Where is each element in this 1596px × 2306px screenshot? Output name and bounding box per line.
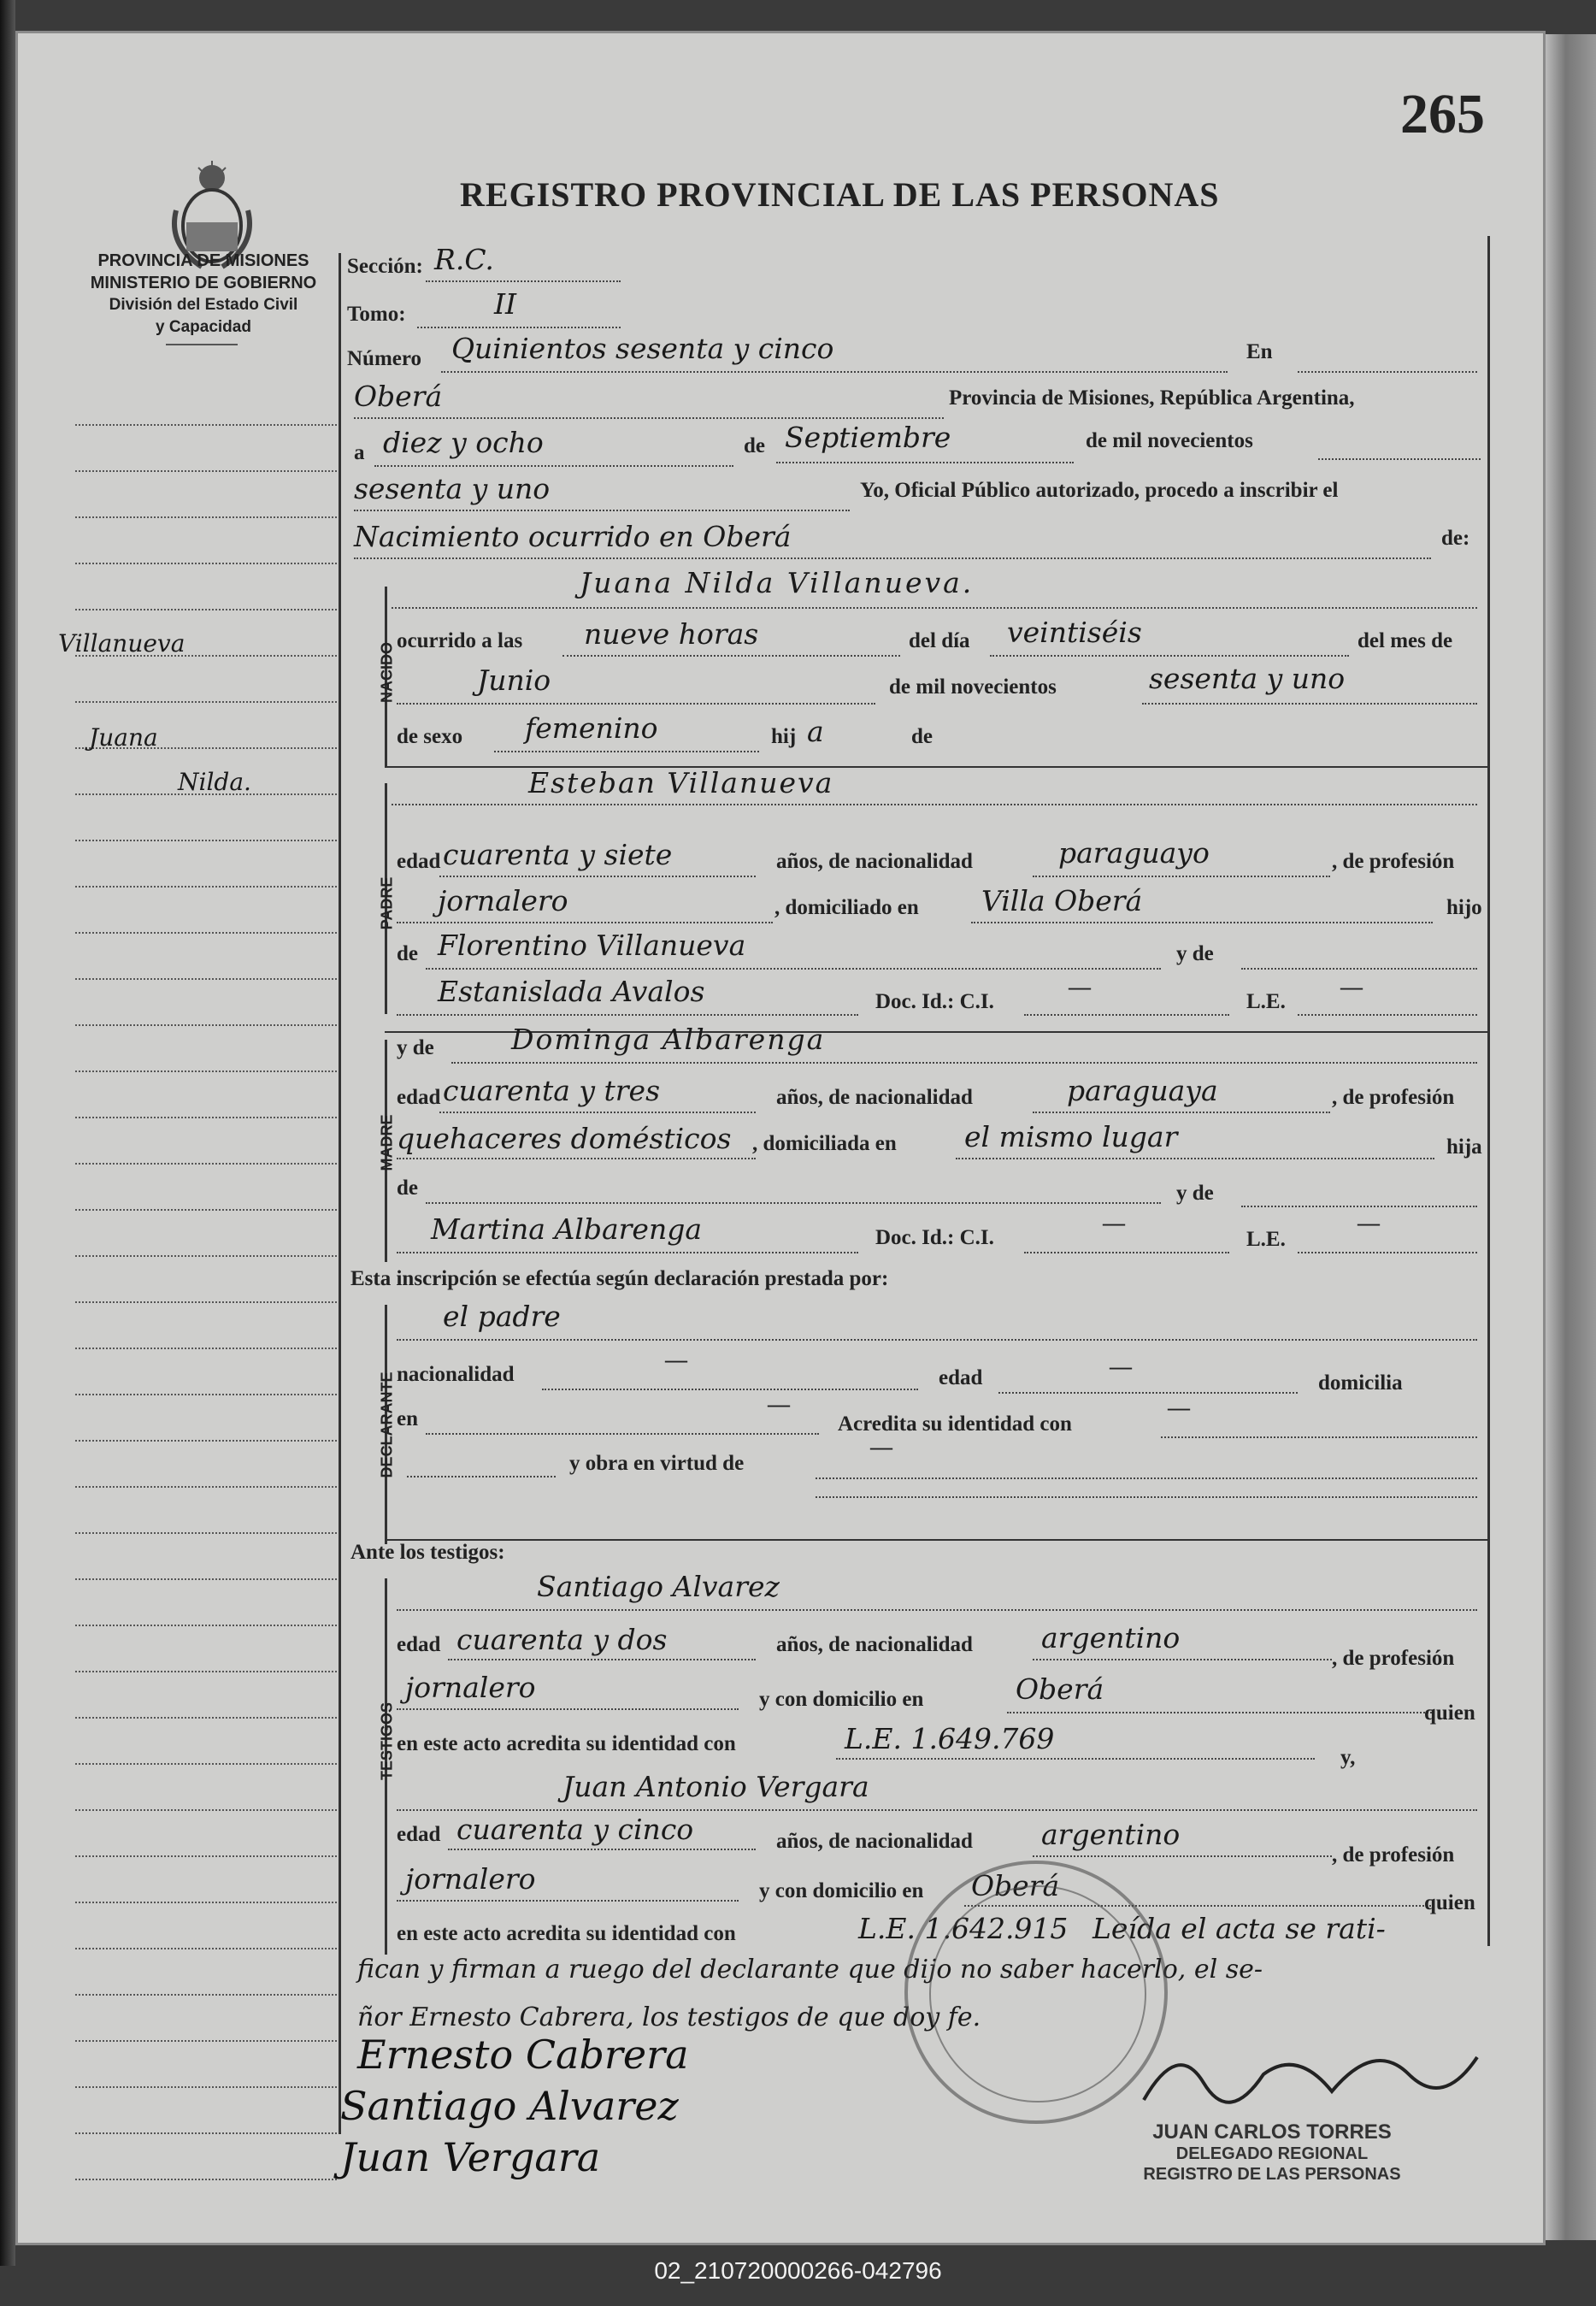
margin-line (75, 516, 337, 518)
margin-line (75, 1486, 337, 1488)
label-t2-nac: años, de nacionalidad (776, 1830, 973, 1853)
page-number: 265 (1400, 83, 1485, 145)
label-madre-prof: , de profesión (1332, 1086, 1455, 1109)
label-hija: hija (1446, 1135, 1482, 1159)
footer-filename: 02_210720000266-042796 (654, 2257, 942, 2284)
value-padre-nac: paraguayo (1058, 836, 1210, 870)
margin-line (75, 1855, 337, 1857)
value-dia: diez y ocho (383, 426, 544, 459)
value-madre-le: — (1357, 1211, 1380, 1236)
official-signature-icon (1127, 2023, 1486, 2117)
margin-line (75, 609, 337, 610)
margin-line (75, 1394, 337, 1395)
side-label-madre: MADRE (378, 1114, 396, 1171)
value-decl-doc: — (1168, 1395, 1190, 1420)
value-tomo: II (494, 287, 517, 321)
value-madre-nac: paraguaya (1067, 1074, 1218, 1107)
margin-line (75, 1209, 337, 1211)
header-province: PROVINCIA DE MISIONES (97, 251, 309, 270)
value-t2-nac: argentino (1041, 1818, 1181, 1851)
value-mes-nac: Junio (477, 663, 551, 697)
label-y-comma: y, (1340, 1746, 1356, 1769)
form-right-border (1487, 236, 1490, 1946)
value-abuela-p: Estanislada Avalos (438, 975, 705, 1008)
side-label-nacido: NACIDO (378, 642, 396, 703)
label-de4: de (397, 1177, 418, 1200)
margin-line (75, 1348, 337, 1349)
header-underline (166, 344, 238, 345)
label-de2: de (911, 725, 933, 748)
margin-line (75, 424, 337, 426)
value-t2-dom: Oberá (971, 1869, 1060, 1902)
margin-line (75, 1117, 337, 1118)
page-title: REGISTRO PROVINCIAL DE LAS PERSONAS (460, 175, 1220, 214)
value-decl-dom: — (768, 1392, 790, 1417)
closing-line-1: Leída el acta se rati- (1092, 1912, 1386, 1945)
label-y-de3: y de (1176, 1182, 1214, 1205)
value-acto: Nacimiento ocurrido en Oberá (354, 520, 792, 553)
value-sexo: femenino (525, 711, 658, 745)
value-madre-prof: quehaceres domésticos (397, 1122, 732, 1155)
value-padre-doc: — (1069, 975, 1091, 1000)
value-declarante: el padre (443, 1300, 561, 1333)
label-provincia: Provincia de Misiones, República Argentina, (949, 386, 1355, 410)
label-t2-dom: y con domicilio en (759, 1879, 924, 1902)
margin-line (75, 2179, 337, 2180)
label-del-mes: del mes de (1357, 629, 1453, 652)
value-padre-prof: jornalero (438, 884, 568, 917)
margin-note-given2: Nilda. (178, 768, 251, 796)
label-t2-acredita: en este acto acredita su identidad con (397, 1922, 736, 1945)
value-madre-edad: cuarenta y tres (443, 1074, 661, 1107)
margin-line (75, 978, 337, 980)
margin-line (75, 1301, 337, 1303)
label-doc: Doc. Id.: C.I. (875, 990, 994, 1013)
label-y-de: y de (1176, 942, 1214, 965)
label-tomo: Tomo: (347, 303, 406, 326)
value-dia-nac: veintiséis (1007, 616, 1142, 649)
margin-line (75, 563, 337, 564)
value-madre-dom: el mismo lugar (964, 1120, 1178, 1153)
label-y-de2: y de (397, 1036, 434, 1059)
label-acredita: Acredita su identidad con (838, 1412, 1072, 1436)
label-de: de (744, 434, 765, 457)
label-en: En (1246, 340, 1273, 363)
label-hij: hij (771, 725, 797, 748)
value-hora: nueve horas (584, 617, 759, 651)
label-nacionalidad: nacionalidad (397, 1363, 515, 1386)
value-localidad: Oberá (354, 380, 443, 413)
margin-line (75, 1532, 337, 1534)
label-yo: Yo, Oficial Público autorizado, procedo a inscribir el (860, 479, 1339, 502)
margin-line (75, 932, 337, 934)
side-label-declarante: DECLARANTE (378, 1371, 396, 1478)
margin-line (75, 840, 337, 841)
form-left-border (339, 253, 341, 2134)
label-numero: Número (347, 347, 422, 370)
official-role: DELEGADO REGIONAL (1175, 2144, 1369, 2163)
label-t2-prof: , de profesión (1332, 1843, 1455, 1867)
margin-line (75, 1994, 337, 1996)
value-padre: Esteban Villanueva (528, 766, 834, 799)
label-quien2: quien (1424, 1891, 1475, 1914)
header-capacity: y Capacidad (156, 318, 251, 336)
margin-line (75, 1625, 337, 1626)
value-nombre: Juana Nilda Villanueva. (580, 566, 975, 599)
label-padre-nac: años, de nacionalidad (776, 850, 973, 873)
margin-line (75, 1902, 337, 1903)
value-anio-nac: sesenta y uno (1149, 662, 1346, 695)
value-decl-obra: — (870, 1435, 892, 1460)
value-seccion: R.C. (434, 243, 494, 276)
header-division: División del Estado Civil (109, 296, 298, 314)
margin-line (75, 1163, 337, 1165)
label-quien: quien (1424, 1701, 1475, 1725)
margin-line (75, 1671, 337, 1672)
margin-line (75, 2086, 337, 2088)
margin-line (75, 1255, 337, 1257)
value-testigo1: Santiago Alvarez (537, 1570, 780, 1603)
label-le2: L.E. (1246, 1228, 1286, 1251)
margin-line (75, 470, 337, 472)
signature-testigo1: Santiago Alvarez (340, 2083, 679, 2129)
margin-line (75, 1717, 337, 1719)
value-t1-prof: jornalero (405, 1671, 536, 1704)
label-domicilia: domicilia (1318, 1371, 1403, 1395)
label-t1-nac: años, de nacionalidad (776, 1633, 973, 1656)
value-padre-dom: Villa Oberá (981, 884, 1143, 917)
value-abuela-m: Martina Albarenga (431, 1212, 703, 1246)
value-t2-edad: cuarenta y cinco (456, 1813, 694, 1846)
value-testigo2: Juan Antonio Vergara (562, 1770, 869, 1803)
margin-line (75, 2132, 337, 2134)
closing-line-2: fican y firman a ruego del declarante que dijo no saber hacerlo, el se- (357, 1955, 1263, 1985)
margin-line (75, 1024, 337, 1026)
label-declaracion: Esta inscripción se efectúa según declaración prestada por: (350, 1267, 889, 1290)
label-doc2: Doc. Id.: C.I. (875, 1226, 994, 1249)
page-stack-edge (1546, 34, 1596, 2240)
label-t1-dom: y con domicilio en (759, 1688, 924, 1711)
label-en2: en (397, 1407, 418, 1430)
value-t2-doc: L.E. 1.642.915 (858, 1912, 1069, 1945)
margin-line (75, 886, 337, 888)
label-de-mil: de mil novecientos (1086, 429, 1253, 452)
margin-line (75, 701, 337, 703)
official-name: JUAN CARLOS TORRES (1152, 2120, 1392, 2144)
label-de-colon: de: (1441, 527, 1470, 550)
margin-line (75, 2040, 337, 2042)
label-t1-edad: edad (397, 1633, 441, 1656)
label-sexo: de sexo (397, 725, 463, 748)
label-obra: y obra en virtud de (569, 1452, 745, 1475)
value-decl-edad: — (1110, 1354, 1132, 1379)
label-madre-nac: años, de nacionalidad (776, 1086, 973, 1109)
value-decl-nac: — (665, 1348, 687, 1372)
value-mes: Septiembre (785, 421, 951, 454)
book-binding (0, 0, 15, 2266)
margin-line (75, 1763, 337, 1765)
header-ministry: MINISTERIO DE GOBIERNO (90, 274, 317, 292)
label-del-dia: del día (909, 629, 970, 652)
value-t1-edad: cuarenta y dos (456, 1623, 668, 1656)
margin-note-given1: Juana (89, 723, 158, 752)
label-padre-edad: edad (397, 850, 441, 873)
label-seccion: Sección: (347, 255, 423, 278)
margin-line (75, 1070, 337, 1072)
closing-line-3: ñor Ernesto Cabrera, los testigos de que doy fe. (357, 2002, 981, 2032)
value-padre-le: — (1340, 975, 1363, 1000)
label-t2-edad: edad (397, 1823, 441, 1846)
official-office: REGISTRO DE LAS PERSONAS (1143, 2165, 1401, 2184)
side-label-testigos: TESTIGOS (378, 1702, 396, 1781)
label-domiciliado: , domiciliado en (774, 896, 919, 919)
value-t1-doc: L.E. 1.649.769 (845, 1722, 1055, 1755)
value-t2-prof: jornalero (405, 1862, 536, 1896)
value-numero: Quinientos sesenta y cinco (451, 332, 834, 365)
signature-testigo2: Juan Vergara (340, 2134, 601, 2180)
document-page (15, 31, 1546, 2245)
value-anio: sesenta y uno (354, 472, 551, 505)
value-t1-dom: Oberá (1016, 1672, 1104, 1706)
label-hijo: hijo (1446, 896, 1482, 919)
value-madre: Dominga Albarenga (511, 1023, 826, 1056)
side-label-padre: PADRE (378, 876, 396, 930)
label-edad2: edad (939, 1366, 983, 1389)
label-testigos-intro: Ante los testigos: (350, 1541, 505, 1564)
label-de-mil-nov: de mil novecientos (889, 675, 1057, 699)
signature-declarante: Ernesto Cabrera (357, 2032, 689, 2078)
label-domiciliada: , domiciliada en (752, 1132, 897, 1155)
value-padre-edad: cuarenta y siete (443, 838, 673, 871)
value-t1-nac: argentino (1041, 1621, 1181, 1654)
label-le: L.E. (1246, 990, 1286, 1013)
label-de3: de (397, 942, 418, 965)
label-t1-prof: , de profesión (1332, 1647, 1455, 1670)
label-padre-prof: , de profesión (1332, 850, 1455, 873)
margin-line (75, 1948, 337, 1949)
label-ocurrido: ocurrido a las (397, 629, 523, 652)
label-madre-edad: edad (397, 1086, 441, 1109)
label-a: a (354, 441, 365, 464)
margin-line (75, 1440, 337, 1442)
value-madre-doc: — (1103, 1211, 1125, 1236)
label-t1-acredita: en este acto acredita su identidad con (397, 1732, 736, 1755)
margin-line (75, 1578, 337, 1580)
margin-line (75, 1809, 337, 1811)
margin-note-surname: Villanueva (58, 629, 186, 658)
value-hij-suffix: a (807, 715, 824, 748)
value-abuelo-p: Florentino Villanueva (438, 929, 746, 962)
